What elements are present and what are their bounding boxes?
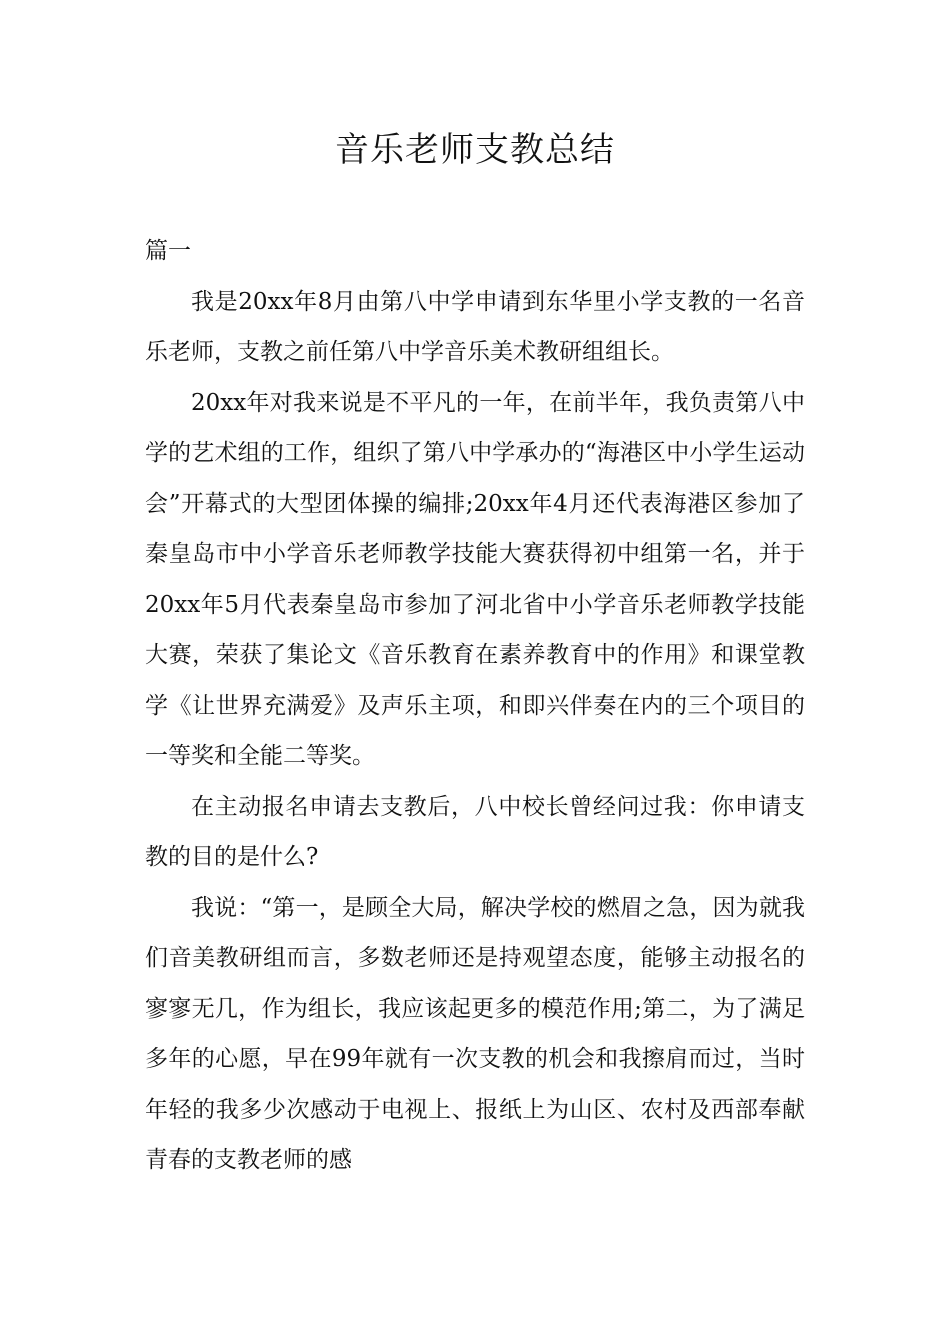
paragraph: 20xx年对我来说是不平凡的一年，在前半年，我负责第八中学的艺术组的工作，组织了第八中学承办的“海港区中小学生运动会”开幕式的大型团体操的编排;20xx年4月还代表海港区参加了秦皇岛市中小学音乐老师教学技能大赛获得初中组第一名，并于20xx年5月代表秦皇岛市参加了河北省中小学音乐老师教学技能大赛，荣获了集论文《音乐教育在素养教育中的作用》和课堂教学《让世界充满爱》及声乐主项，和即兴伴奏在内的三个项目的一等奖和全能二等奖。 [145,389,805,769]
paragraph: 我说：“第一，是顾全大局，解决学校的燃眉之急，因为就我们音美教研组而言，多数老师还是持观望态度，能够主动报名的寥寥无几，作为组长，我应该起更多的模范作用;第二，为了满足多年的心愿，早在99年就有一次支教的机会和我擦肩而过，当时年轻的我多少次感动于电视上、报纸上为山区、农村及西部奉献青春的支教老师的感 [145,894,805,1173]
paragraph: 我是20xx年8月由第八中学申请到东华里小学支教的一名音乐老师，支教之前任第八中学音乐美术教研组组长。 [145,288,805,365]
document-body [145,226,805,1186]
paragraph: 在主动报名申请去支教后，八中校长曾经问过我：你申请支教的目的是什么? [145,793,805,870]
document-title: 音乐老师支教总结 [335,130,615,170]
section-label: 篇一 [145,238,191,264]
